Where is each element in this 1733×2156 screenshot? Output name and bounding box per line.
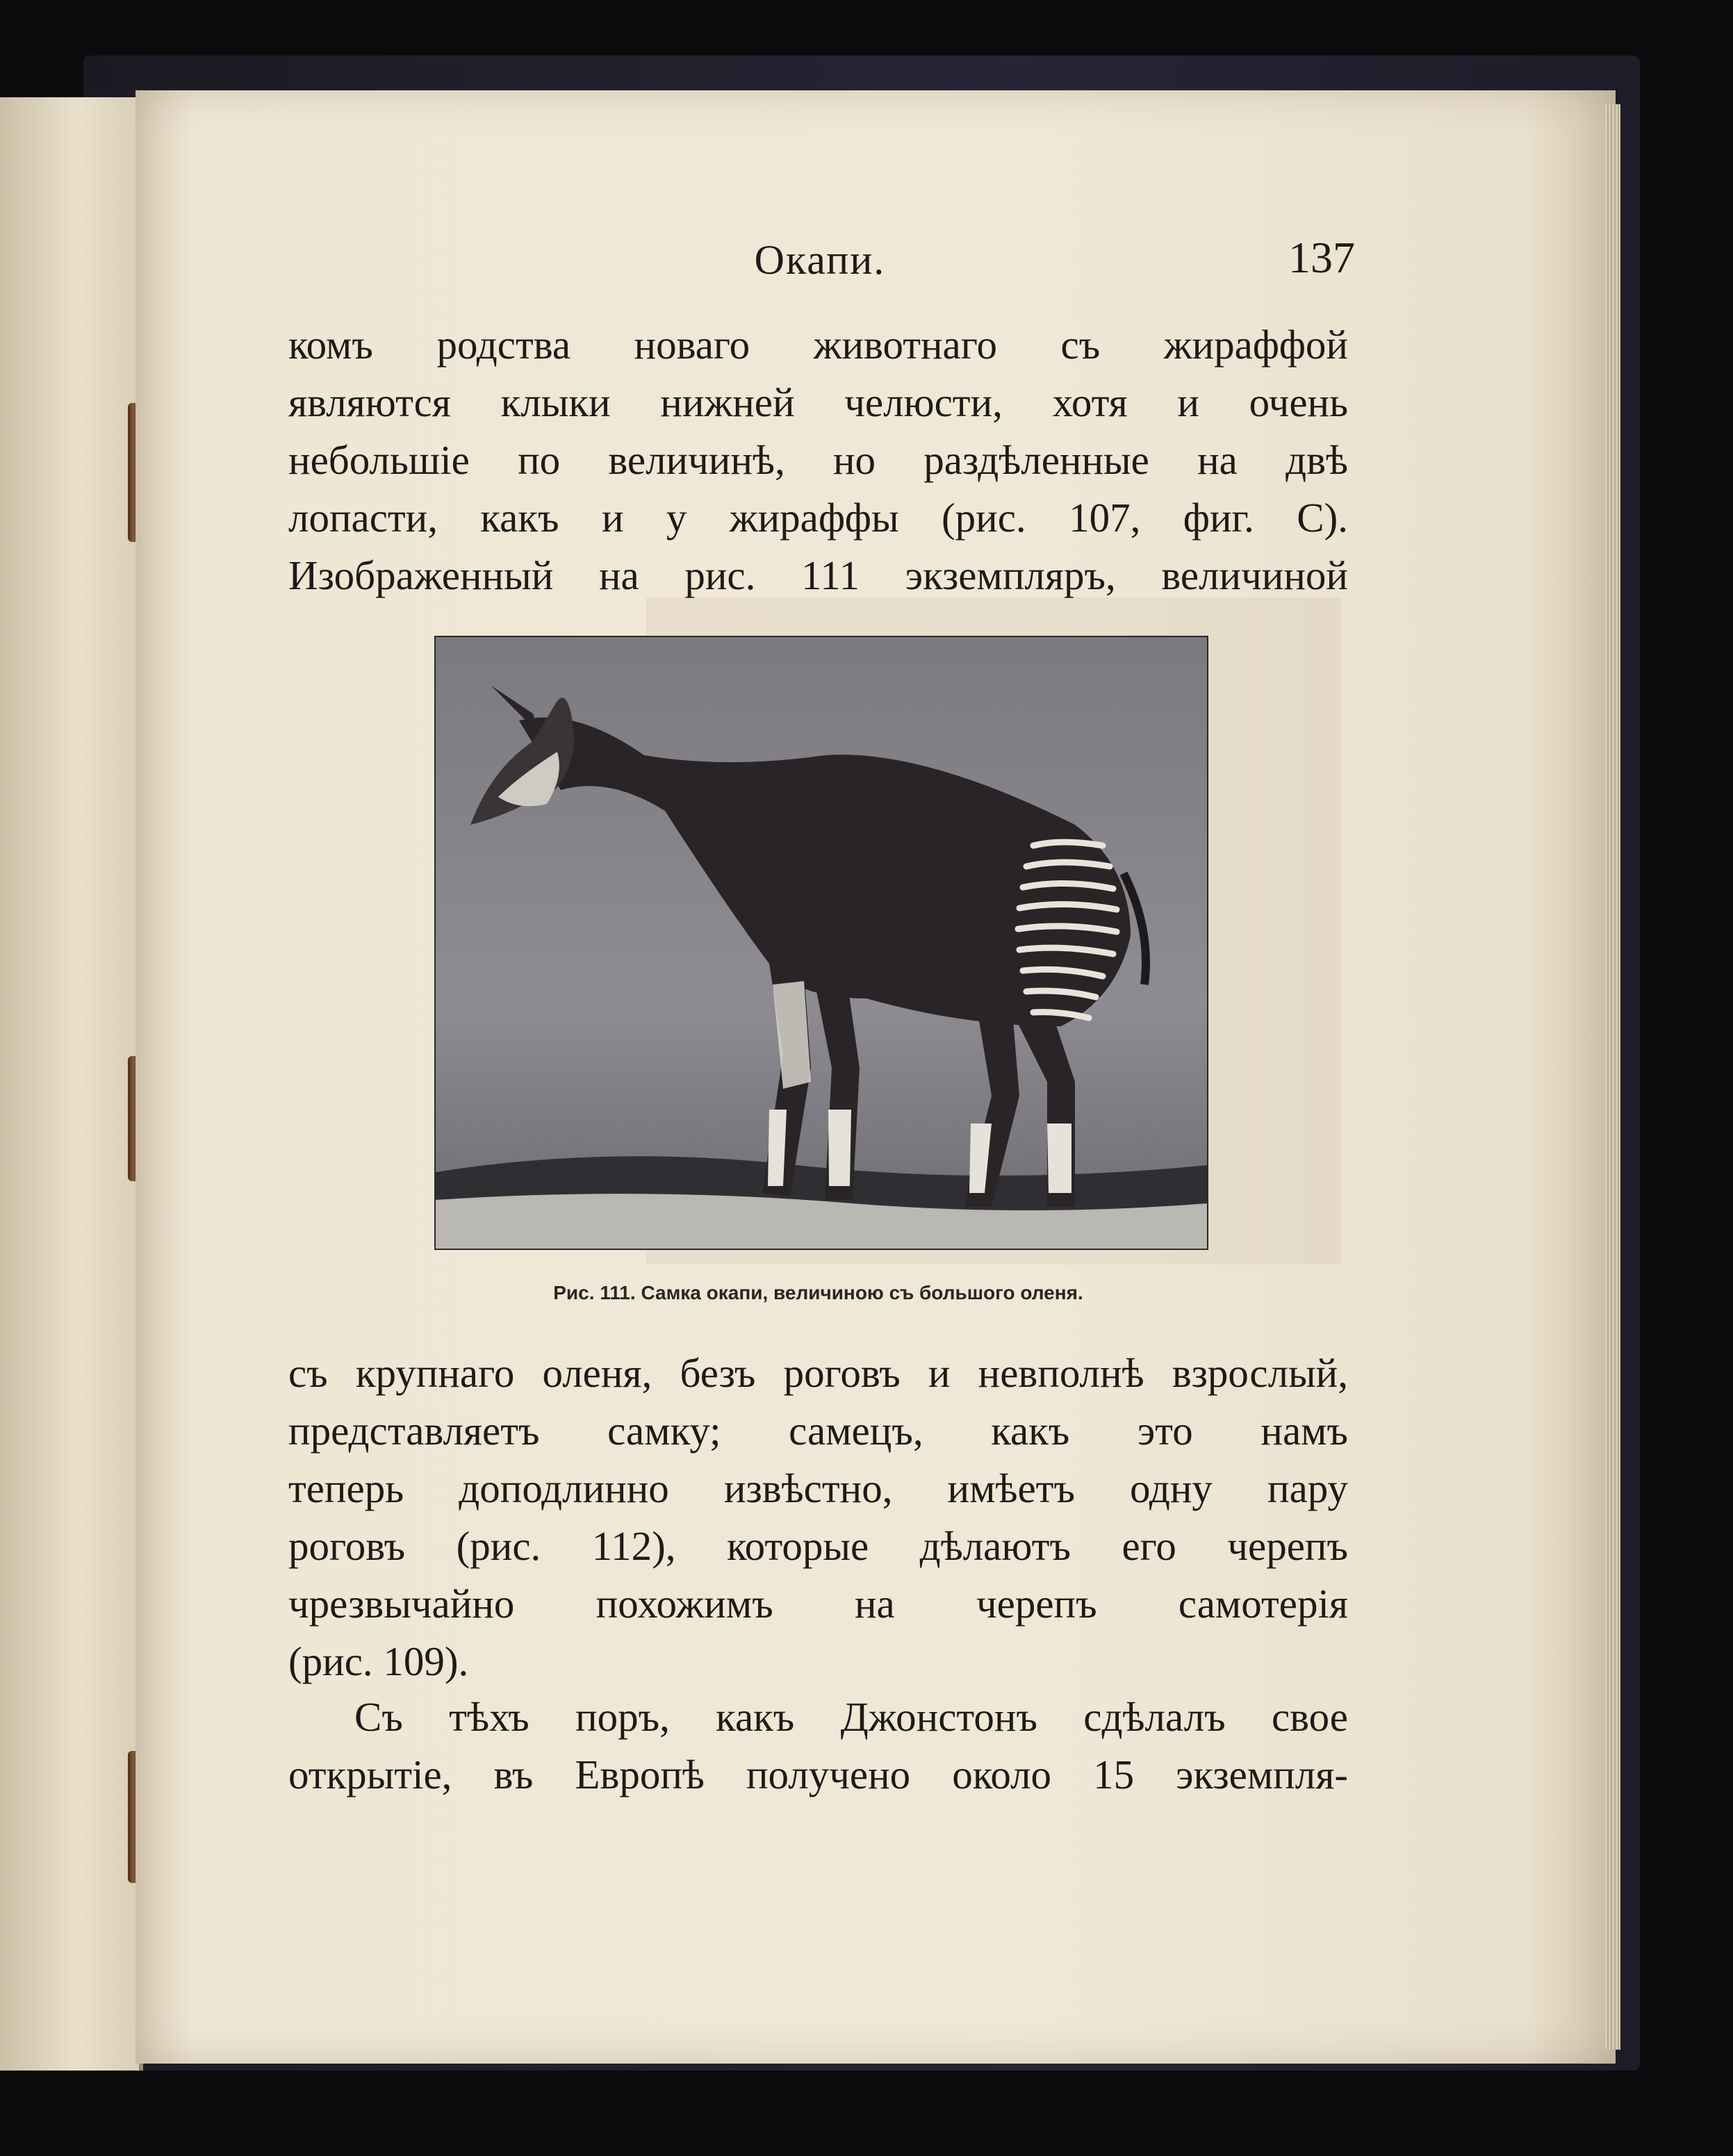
figure-caption: Рис. 111. Самка окапи, величиною съ большого оленя. bbox=[553, 1282, 1083, 1303]
page-number: 137 bbox=[1288, 233, 1355, 282]
left-page bbox=[0, 97, 143, 2071]
text-line: комъ родства новаго животнаго съ жираффой bbox=[288, 322, 1348, 368]
okapi-photograph bbox=[434, 636, 1208, 1250]
text-line: (рис. 109). bbox=[288, 1638, 469, 1684]
running-title: Окапи. bbox=[754, 237, 886, 283]
text-line: представляетъ самку; самецъ, какъ это намъ bbox=[288, 1408, 1348, 1454]
text-line: чрезвычайно похожимъ на черепъ самотерія bbox=[288, 1581, 1348, 1627]
text-line: Съ тѣхъ поръ, какъ Джонстонъ сдѣлалъ свое bbox=[354, 1694, 1348, 1740]
text-line: являются клыки нижней челюсти, хотя и очень bbox=[288, 379, 1348, 425]
text-line: Изображенный на рис. 111 экземпляръ, величиной bbox=[288, 552, 1348, 598]
paragraph-bottom bbox=[288, 1344, 1348, 1690]
text-line: открытіе, въ Европѣ получено около 15 экземпля- bbox=[288, 1752, 1348, 1797]
paragraph-top bbox=[288, 316, 1348, 604]
text-line: теперь доподлинно извѣстно, имѣетъ одну пару bbox=[288, 1465, 1348, 1511]
page-header bbox=[285, 229, 1355, 292]
text-line: роговъ (рис. 112), которые дѣлаютъ его черепъ bbox=[288, 1523, 1348, 1569]
okapi-illustration bbox=[436, 637, 1207, 1249]
text-line: съ крупнаго оленя, безъ роговъ и невполнѣ взрослый, bbox=[288, 1350, 1348, 1396]
text-line: небольшіе по величинѣ, но раздѣленные на двѣ bbox=[288, 437, 1348, 483]
text-line: лопасти, какъ и у жираффы (рис. 107, фиг. С). bbox=[288, 495, 1348, 541]
paragraph-second bbox=[288, 1688, 1348, 1804]
page-edges bbox=[1605, 104, 1620, 2050]
